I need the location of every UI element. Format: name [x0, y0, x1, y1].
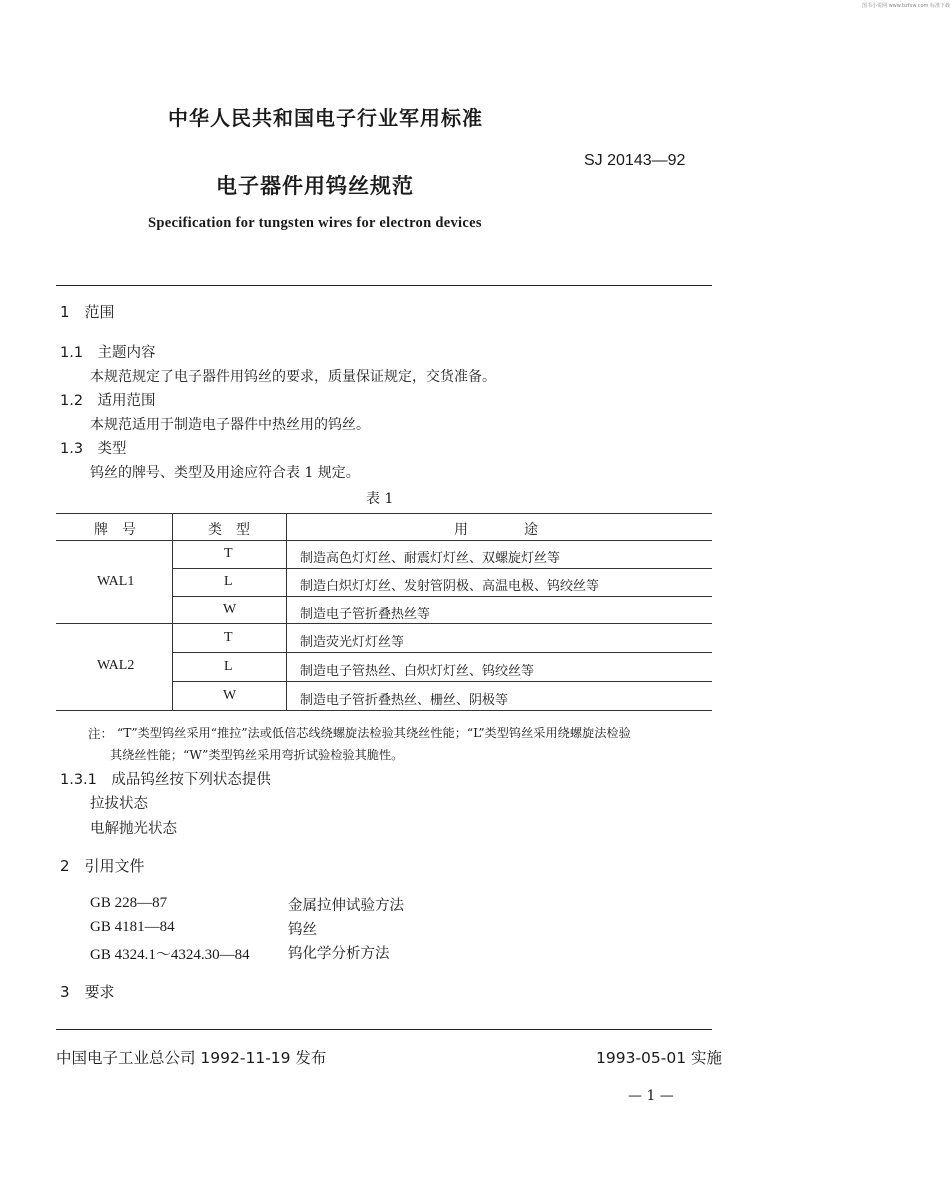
table-header-type: 类 型: [208, 522, 250, 538]
table-row-rule: [172, 681, 712, 682]
table-brand-cell: WAL1: [97, 574, 135, 589]
section-1-2-text: 本规范适用于制造电子器件中热丝用的钨丝。: [90, 417, 370, 433]
table-type-cell: L: [224, 574, 233, 589]
reference-code: GB 4181—84: [90, 919, 175, 935]
section-1-3-heading: 1.3 类型: [60, 441, 127, 457]
table-header-brand: 牌 号: [94, 522, 136, 538]
effective-date: 1993-05-01 实施: [596, 1049, 723, 1067]
reference-code: GB 4324.1～4324.30—84: [90, 947, 250, 963]
section-1-2-heading: 1.2 适用范围: [60, 393, 156, 409]
table-header-rule: [56, 540, 712, 541]
reference-code: GB 228—87: [90, 895, 168, 911]
table-bottom-rule: [56, 710, 712, 711]
org-standard-heading: 中华人民共和国电子行业军用标准: [168, 106, 483, 130]
section-1-1-text: 本规范规定了电子器件用钨丝的要求，质量保证规定，交货准备。: [90, 369, 496, 385]
table-note-line-1: “T”类型钨丝采用“推拉”法或低倍芯线绕螺旋法检验其绕丝性能；“L”类型钨丝采用绕螺旋法检验: [117, 726, 631, 740]
page-title: 电子器件用钨丝规范: [216, 174, 414, 198]
table-type-cell: L: [224, 659, 233, 674]
table-col-divider: [286, 513, 287, 710]
standard-number: SJ 20143—92: [584, 152, 686, 169]
table-row-rule: [172, 652, 712, 653]
table-use-cell: 制造电子管折叠热丝、栅丝、阴极等: [300, 693, 509, 708]
table-1: [56, 513, 712, 711]
reference-title: 钨化学分析方法: [288, 946, 390, 962]
table-caption: 表 1: [366, 491, 394, 507]
table-header-use: 用 途: [454, 522, 538, 538]
reference-title: 金属拉伸试验方法: [288, 898, 404, 914]
page-number: — 1 —: [628, 1088, 674, 1104]
table-note-line-2: 其绕丝性能；“W”类型钨丝采用弯折试验检验其脆性。: [110, 748, 404, 762]
state-item: 拉拔状态: [90, 796, 148, 812]
table-col-divider: [172, 513, 173, 710]
section-3-heading: 3 要求: [60, 983, 115, 1001]
table-use-cell: 制造高色灯灯丝、耐震灯灯丝、双螺旋灯丝等: [300, 551, 561, 566]
table-use-cell: 制造电子管折叠热丝等: [300, 607, 431, 622]
section-1-1-heading: 1.1 主题内容: [60, 345, 156, 361]
section-1-heading: 1 范围: [60, 303, 115, 321]
table-brand-cell: WAL2: [97, 658, 135, 673]
state-item: 电解抛光状态: [90, 821, 177, 837]
table-row-rule: [172, 596, 712, 597]
publisher-line: 中国电子工业总公司 1992-11-19 发布: [56, 1049, 327, 1067]
table-type-cell: T: [224, 630, 233, 645]
section-1-3-text: 钨丝的牌号、类型及用途应符合表 1 规定。: [90, 465, 360, 481]
table-row-rule: [172, 568, 712, 569]
header-rule: [56, 285, 712, 286]
table-use-cell: 制造荧光灯灯丝等: [300, 635, 405, 650]
table-type-cell: W: [223, 602, 237, 617]
section-2-heading: 2 引用文件: [60, 857, 145, 875]
reference-title: 钨丝: [288, 922, 317, 938]
table-use-cell: 制造白炽灯灯丝、发射管阴极、高温电极、钨绞丝等: [300, 579, 600, 594]
table-top-rule: [56, 513, 712, 514]
table-note-label: 注：: [88, 726, 114, 741]
section-1-3-1-heading: 1.3.1 成品钨丝按下列状态提供: [60, 772, 271, 788]
table-use-cell: 制造电子管热丝、白炽灯灯丝、钨绞丝等: [300, 664, 535, 679]
footer-rule: [56, 1029, 712, 1030]
table-type-cell: W: [223, 688, 237, 703]
corner-watermark: 图书小说网 www.bzfxw.com 标准下载: [862, 3, 950, 9]
table-group-rule: [56, 623, 712, 624]
table-type-cell: T: [224, 546, 233, 561]
english-title: Specification for tungsten wires for electron devices: [148, 215, 482, 231]
